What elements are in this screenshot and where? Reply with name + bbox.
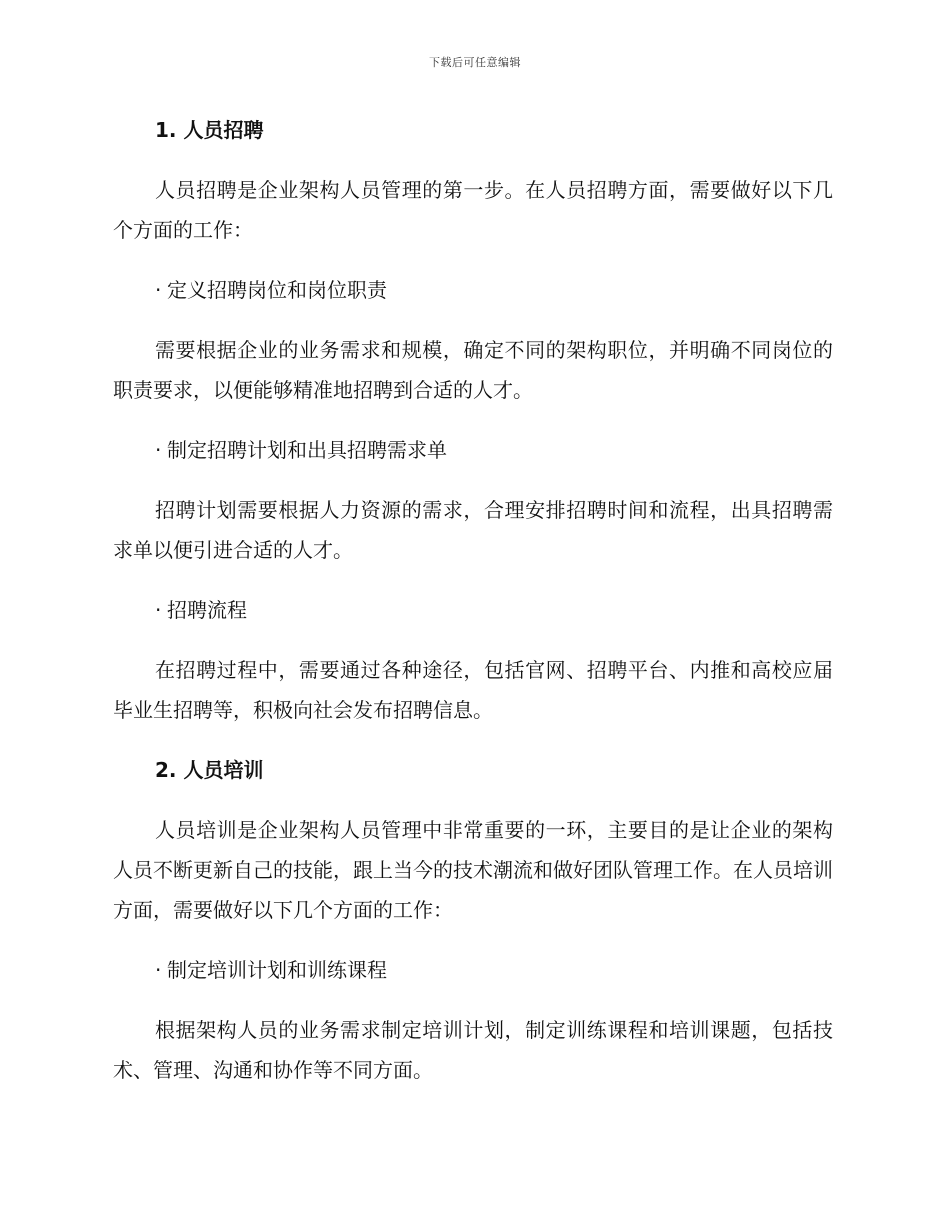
bullet-title: 制定招聘计划和出具招聘需求单 bbox=[167, 438, 447, 462]
bullet-item bbox=[113, 430, 833, 470]
bullet-body: 需要根据企业的业务需求和规模，确定不同的架构职位，并明确不同岗位的职责要求，以便能够精准地招聘到合适的人才。 bbox=[113, 338, 833, 402]
bullet-item bbox=[113, 590, 833, 630]
bullet-marker: · bbox=[155, 278, 162, 302]
bullet-title: 定义招聘岗位和岗位职责 bbox=[167, 278, 387, 302]
bullet-marker: · bbox=[155, 958, 162, 982]
page-header: 下载后可任意编辑 bbox=[429, 56, 521, 69]
bullet-body: 根据架构人员的业务需求制定培训计划，制定训练课程和培训课题，包括技术、管理、沟通和协作等不同方面。 bbox=[113, 1018, 833, 1082]
bullet-body: 招聘计划需要根据人力资源的需求，合理安排招聘时间和流程，出具招聘需求单以便引进合适的人才。 bbox=[113, 498, 833, 562]
section-intro: 人员培训是企业架构人员管理中非常重要的一环，主要目的是让企业的架构人员不断更新自己的技能，跟上当今的技术潮流和做好团队管理工作。在人员培训方面，需要做好以下几个方面的工作： bbox=[113, 818, 833, 922]
bullet-title: 招聘流程 bbox=[167, 598, 247, 622]
bullet-marker: · bbox=[155, 598, 162, 622]
section-intro: 人员招聘是企业架构人员管理的第一步。在人员招聘方面，需要做好以下几个方面的工作： bbox=[113, 178, 833, 242]
bullet-item bbox=[113, 950, 833, 990]
bullet-title: 制定培训计划和训练课程 bbox=[167, 958, 387, 982]
bullet-marker: · bbox=[155, 438, 162, 462]
section-heading: 2. 人员培训 bbox=[155, 758, 264, 782]
section-heading: 1. 人员招聘 bbox=[155, 118, 264, 142]
bullet-body: 在招聘过程中，需要通过各种途径，包括官网、招聘平台、内推和高校应届毕业生招聘等，积极向社会发布招聘信息。 bbox=[113, 658, 833, 722]
document-body bbox=[113, 110, 833, 1110]
bullet-item bbox=[113, 270, 833, 310]
